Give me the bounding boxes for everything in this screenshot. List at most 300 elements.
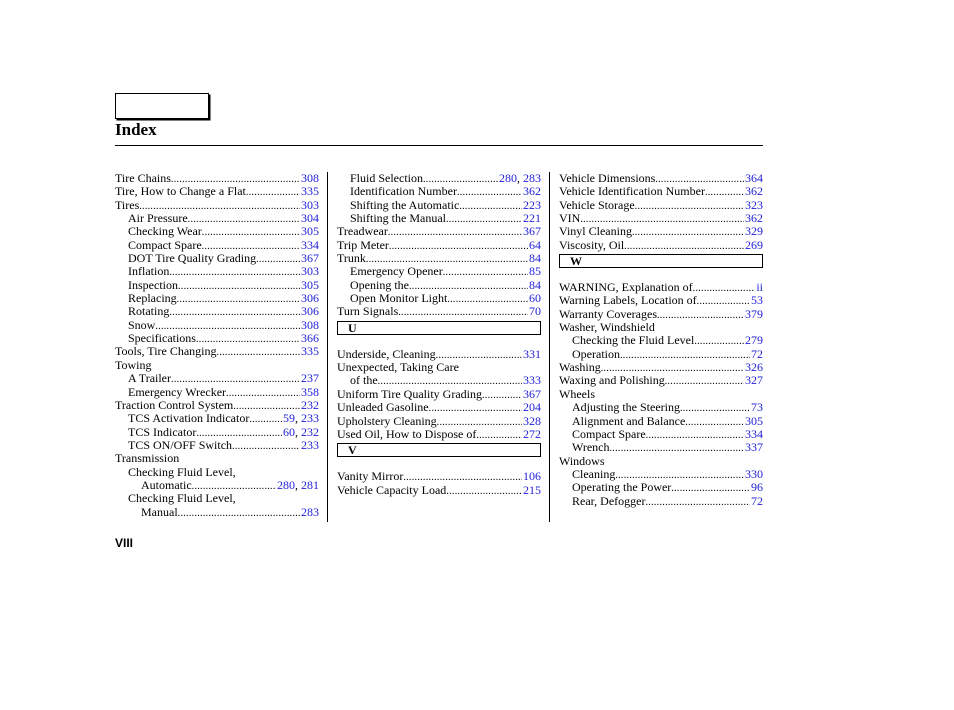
page-link[interactable]: 269 (745, 238, 763, 252)
dot-leader (632, 225, 744, 238)
page-link[interactable]: 64 (529, 238, 541, 252)
dot-leader (196, 332, 300, 345)
index-entry-label: Tire, How to Change a Flat (115, 185, 246, 199)
page-link[interactable]: 329 (745, 225, 763, 239)
index-entry (559, 172, 763, 185)
page-link[interactable]: 364 (745, 172, 763, 185)
dot-leader (620, 348, 750, 361)
index-entry-label: Used Oil, How to Dispose of (337, 427, 477, 441)
dot-leader (196, 426, 282, 439)
section-letter-v: V (337, 443, 541, 457)
dot-leader (249, 412, 282, 425)
index-entry (337, 212, 541, 225)
index-entry (337, 199, 541, 212)
dot-leader (645, 495, 750, 508)
page-reference (300, 185, 319, 198)
page-link[interactable]: 281 (301, 478, 319, 492)
index-entry (559, 199, 763, 212)
index-entry-label: Emergency Opener (350, 265, 443, 279)
dot-leader (697, 294, 750, 307)
page-link[interactable]: 335 (301, 345, 319, 359)
index-entry (337, 484, 541, 497)
page-link[interactable]: 337 (745, 441, 763, 455)
page-link[interactable]: 84 (529, 278, 541, 292)
page-link[interactable]: 303 (301, 198, 319, 212)
index-entry-label: WARNING, Explanation of (559, 281, 693, 295)
dot-leader (635, 199, 744, 212)
dot-leader (446, 212, 522, 225)
index-entry-label: Vanity Mirror (337, 470, 404, 484)
dot-leader (437, 415, 522, 428)
dot-leader (409, 279, 528, 292)
dot-leader (139, 199, 300, 212)
index-entry (337, 305, 541, 318)
dot-leader (177, 292, 300, 305)
page-reference (528, 292, 541, 305)
page-reference (744, 225, 763, 238)
page-link[interactable]: 379 (745, 307, 763, 321)
dot-leader (482, 388, 522, 401)
dot-leader (388, 225, 522, 238)
dot-leader (423, 172, 498, 185)
page-link[interactable]: 73 (751, 401, 763, 415)
index-entry-label: A Trailer (128, 372, 172, 386)
index-entry (337, 374, 541, 387)
dot-leader (580, 212, 744, 225)
page-link[interactable]: 96 (751, 481, 763, 495)
index-entry-label: Replacing (128, 292, 177, 306)
index-entry-label: Tire Chains (115, 172, 171, 185)
index-entry (559, 239, 763, 252)
page-link[interactable]: 304 (301, 212, 319, 226)
dot-leader (610, 441, 745, 454)
page-reference (522, 470, 541, 483)
index-entry (559, 294, 763, 307)
index-entry-label: Trip Meter (337, 238, 389, 252)
index-entry (559, 334, 763, 347)
page-reference (300, 212, 319, 225)
dot-leader (256, 252, 300, 265)
page-reference (522, 484, 541, 497)
index-column-2 (337, 172, 541, 497)
page-reference (300, 239, 319, 252)
index-entry (337, 185, 541, 198)
page-reference (744, 239, 763, 252)
index-entry (337, 361, 541, 374)
index-entry-label: Checking Wear (128, 225, 202, 239)
page-reference (750, 495, 763, 508)
page-number: VIII (115, 536, 134, 550)
index-entry (115, 305, 319, 318)
dot-leader (657, 308, 744, 321)
index-entry-label: Inspection (128, 278, 178, 292)
dot-leader (685, 415, 744, 428)
page-link[interactable]: 233 (301, 412, 319, 426)
page-link[interactable]: 280 (499, 172, 517, 185)
index-entry-label: Unleaded Gasoline (337, 401, 429, 415)
index-entry-label: Vehicle Storage (559, 198, 635, 212)
dot-leader (446, 484, 522, 497)
index-entry (115, 506, 319, 519)
index-entry (115, 172, 319, 185)
index-entry-label: Treadwear (337, 225, 388, 239)
column-divider-1 (327, 172, 328, 522)
dot-leader (217, 345, 300, 358)
page-link[interactable]: 323 (745, 198, 763, 212)
dot-leader (171, 172, 300, 185)
page-reference (522, 374, 541, 387)
page-link[interactable]: 59 (283, 412, 295, 426)
page-link[interactable]: 367 (523, 387, 541, 401)
page-reference (522, 415, 541, 428)
dot-leader (443, 265, 528, 278)
index-entry-label: Fluid Selection (350, 172, 423, 185)
page-link[interactable]: 84 (529, 252, 541, 266)
index-entry-label: Transmission (115, 452, 180, 466)
index-entry-label: Snow (128, 318, 156, 332)
dot-leader (389, 239, 528, 252)
index-entry (115, 399, 319, 412)
dot-leader (447, 292, 528, 305)
index-entry (115, 479, 319, 492)
index-entry-label: Automatic (141, 478, 192, 492)
page-link[interactable]: 237 (301, 372, 319, 386)
index-entry (115, 345, 319, 358)
index-entry (337, 252, 541, 265)
index-entry (337, 225, 541, 238)
index-entry-label: TCS Activation Indicator (128, 412, 250, 426)
page-link[interactable]: 306 (301, 305, 319, 319)
page-reference (300, 439, 319, 452)
page-link[interactable]: 283 (523, 172, 541, 185)
page-reference (522, 401, 541, 414)
page-link[interactable]: 305 (745, 414, 763, 428)
index-entry (337, 279, 541, 292)
index-entry-label: Rotating (128, 305, 170, 319)
index-entry (559, 225, 763, 238)
index-entry-label: Compact Spare (572, 427, 646, 441)
page-reference: 280, 281 (277, 478, 319, 492)
index-entry (337, 172, 541, 185)
page-link[interactable]: 330 (745, 467, 763, 481)
dot-leader (476, 428, 522, 441)
index-column-1 (115, 172, 319, 519)
page-reference (744, 441, 763, 454)
index-entry-label: Waxing and Polishing (559, 374, 665, 388)
index-entry-label: Shifting the Manual (350, 212, 446, 226)
dot-leader (646, 428, 744, 441)
page-link[interactable]: 60 (283, 425, 295, 439)
dot-leader (624, 239, 744, 252)
page-link[interactable]: 305 (301, 278, 319, 292)
dot-leader (398, 305, 528, 318)
index-entry (115, 265, 319, 278)
page-reference (750, 401, 763, 414)
page-link[interactable]: 362 (745, 185, 763, 199)
index-entry (337, 292, 541, 305)
page-link[interactable]: 362 (745, 212, 763, 226)
page-link[interactable]: 306 (301, 292, 319, 306)
page-link[interactable]: 215 (523, 483, 541, 497)
index-entry (559, 388, 763, 401)
dot-leader (226, 386, 300, 399)
page-link[interactable]: 334 (301, 238, 319, 252)
index-entry (115, 492, 319, 505)
page-link[interactable]: 367 (523, 225, 541, 239)
column-divider-2 (549, 172, 550, 522)
page-link[interactable]: 326 (745, 361, 763, 375)
page-link[interactable]: 221 (523, 212, 541, 226)
dot-leader (459, 199, 522, 212)
page-link[interactable]: 272 (523, 427, 541, 441)
page-link[interactable]: 335 (301, 185, 319, 199)
page-reference (300, 386, 319, 399)
index-entry-label: Operation (572, 347, 620, 361)
page-reference (750, 348, 763, 361)
title-divider (115, 145, 763, 146)
index-entry (115, 279, 319, 292)
index-entry (559, 468, 763, 481)
page-reference (522, 199, 541, 212)
page-reference (300, 305, 319, 318)
index-entry-label: Towing (115, 358, 152, 372)
page-link[interactable]: 223 (523, 198, 541, 212)
page-link[interactable]: 308 (301, 318, 319, 332)
page-reference (744, 212, 763, 225)
index-entry (115, 319, 319, 332)
index-entry-label: Wrench (572, 441, 610, 455)
page-link[interactable]: 233 (301, 438, 319, 452)
index-entry-label: Traction Control System (115, 398, 234, 412)
index-entry-label: Vehicle Dimensions (559, 172, 656, 185)
page-title: Index (115, 120, 157, 139)
page-link[interactable]: 72 (751, 494, 763, 508)
index-entry (115, 439, 319, 452)
index-entry (115, 199, 319, 212)
page-reference (528, 239, 541, 252)
page-link[interactable]: 358 (301, 385, 319, 399)
page-reference (522, 428, 541, 441)
index-entry (115, 452, 319, 465)
dot-leader (171, 372, 300, 385)
index-entry (337, 388, 541, 401)
page-reference (744, 172, 763, 185)
page-reference (744, 361, 763, 374)
index-entry-label: Viscosity, Oil (559, 238, 625, 252)
page-link[interactable]: 305 (301, 225, 319, 239)
index-entry (559, 308, 763, 321)
index-entry (559, 401, 763, 414)
page-reference (300, 319, 319, 332)
index-entry (115, 466, 319, 479)
index-entry (115, 332, 319, 345)
page-reference (300, 199, 319, 212)
page-reference (528, 279, 541, 292)
page-link[interactable]: 60 (529, 292, 541, 306)
dot-leader (694, 334, 744, 347)
index-entry-label: Manual (141, 505, 178, 519)
index-entry-label: Rear, Defogger (572, 494, 646, 508)
index-entry-label: Uniform Tire Quality Grading (337, 387, 482, 401)
dot-leader (705, 185, 744, 198)
index-entry (559, 361, 763, 374)
page-link[interactable]: 334 (745, 427, 763, 441)
index-entry (337, 348, 541, 361)
index-entry-label: Washing (559, 361, 601, 375)
page-reference: 59, 233 (283, 412, 319, 426)
page-link[interactable]: 232 (301, 425, 319, 439)
page-reference (300, 172, 319, 185)
dot-leader (601, 361, 744, 374)
page-link[interactable]: 279 (745, 334, 763, 348)
index-entry-label: Adjusting the Steering (572, 401, 680, 415)
page-link[interactable]: 280 (277, 478, 295, 492)
index-entry (337, 470, 541, 483)
page-link[interactable]: 72 (751, 347, 763, 361)
page-reference (522, 212, 541, 225)
page-reference (300, 372, 319, 385)
index-entry (115, 239, 319, 252)
index-entry-label: Checking Fluid Level, (128, 465, 236, 479)
page-reference (744, 468, 763, 481)
index-entry-label: DOT Tire Quality Grading (128, 252, 257, 266)
index-entry (559, 415, 763, 428)
page-link[interactable]: 204 (523, 401, 541, 415)
page-link[interactable]: 327 (745, 374, 763, 388)
index-entry-label: Trunk (337, 252, 366, 266)
index-entry-label: Checking Fluid Level, (128, 492, 236, 506)
index-entry-label: Compact Spare (128, 238, 202, 252)
index-entry (559, 481, 763, 494)
index-entry-label: TCS Indicator (128, 425, 197, 439)
dot-leader (178, 279, 300, 292)
page-reference (300, 292, 319, 305)
page-link[interactable]: 328 (523, 414, 541, 428)
page-reference (522, 348, 541, 361)
page-reference: 60, 232 (283, 425, 319, 439)
index-entry-label: Specifications (128, 332, 196, 346)
index-entry-label: Cleaning (572, 467, 616, 481)
index-entry (337, 415, 541, 428)
page-reference (744, 185, 763, 198)
index-entry-label: Tools, Tire Changing (115, 345, 217, 359)
index-entry-label: Vinyl Cleaning (559, 225, 632, 239)
index-entry (115, 412, 319, 425)
index-entry-label: of the (350, 374, 378, 388)
index-entry-label: Wheels (559, 387, 595, 401)
section-letter-w: W (559, 254, 763, 268)
index-entry-label: Identification Number (350, 185, 457, 199)
page-link[interactable]: 53 (751, 294, 763, 308)
page-reference (300, 506, 319, 519)
page-reference (522, 225, 541, 238)
index-entry-label: Operating the Power (572, 481, 672, 495)
page-reference (750, 481, 763, 494)
dot-leader (202, 239, 300, 252)
page-link[interactable]: 366 (301, 332, 319, 346)
dot-leader (680, 401, 750, 414)
dot-leader (378, 374, 522, 387)
page-link[interactable]: 85 (529, 265, 541, 279)
page-link[interactable]: ii (756, 281, 763, 295)
page-link[interactable]: 303 (301, 265, 319, 279)
page-reference (744, 374, 763, 387)
page-reference (300, 252, 319, 265)
page-reference (528, 252, 541, 265)
index-entry-label: Turn Signals (337, 305, 399, 319)
dot-leader (155, 319, 300, 332)
index-entry (337, 265, 541, 278)
index-entry (559, 455, 763, 468)
dot-leader (232, 439, 300, 452)
page-reference (300, 279, 319, 292)
header-tab-box (115, 93, 209, 119)
page-link[interactable]: 362 (523, 185, 541, 199)
index-entry-label: TCS ON/OFF Switch (128, 438, 233, 452)
index-entry (559, 185, 763, 198)
index-entry (559, 441, 763, 454)
page-link[interactable]: 283 (301, 505, 319, 519)
page-reference (744, 199, 763, 212)
dot-leader (366, 252, 528, 265)
index-entry-label: Checking the Fluid Level (572, 334, 695, 348)
page-link[interactable]: 106 (523, 470, 541, 484)
index-entry-label: Alignment and Balance (572, 414, 686, 428)
index-entry-label: Warranty Coverages (559, 307, 657, 321)
dot-leader (429, 401, 522, 414)
page-link[interactable]: 331 (523, 347, 541, 361)
dot-leader (192, 479, 276, 492)
dot-leader (655, 172, 744, 185)
index-entry-label: Emergency Wrecker (128, 385, 227, 399)
index-entry (115, 372, 319, 385)
page-reference (750, 294, 763, 307)
index-entry (559, 374, 763, 387)
dot-leader (665, 374, 744, 387)
page-reference: 280, 283 (499, 172, 541, 185)
page-reference (300, 332, 319, 345)
index-entry (337, 239, 541, 252)
dot-leader (233, 399, 300, 412)
index-entry (337, 428, 541, 441)
page-link[interactable]: 70 (529, 305, 541, 319)
page-link[interactable]: 232 (301, 398, 319, 412)
index-entry-label: Inflation (128, 265, 170, 279)
section-letter-u: U (337, 321, 541, 335)
index-entry (559, 428, 763, 441)
index-entry (115, 426, 319, 439)
page-reference (300, 265, 319, 278)
page-reference (522, 388, 541, 401)
page-link[interactable]: 333 (523, 374, 541, 388)
index-entry-label: Upholstery Cleaning (337, 414, 437, 428)
dot-leader (693, 281, 756, 294)
index-entry-label: Air Pressure (128, 212, 188, 226)
dot-leader (671, 481, 750, 494)
index-entry-label: Washer, Windshield (559, 321, 655, 335)
index-entry-label: VIN (559, 212, 581, 226)
index-entry (115, 212, 319, 225)
index-entry (559, 321, 763, 334)
index-entry-label: Unexpected, Taking Care (337, 361, 459, 375)
page-reference (528, 305, 541, 318)
index-entry (115, 359, 319, 372)
page-link[interactable]: 308 (301, 172, 319, 185)
index-entry-label: Vehicle Identification Number (559, 185, 705, 199)
page-link[interactable]: 367 (301, 252, 319, 266)
dot-leader (246, 185, 300, 198)
dot-leader (436, 348, 522, 361)
